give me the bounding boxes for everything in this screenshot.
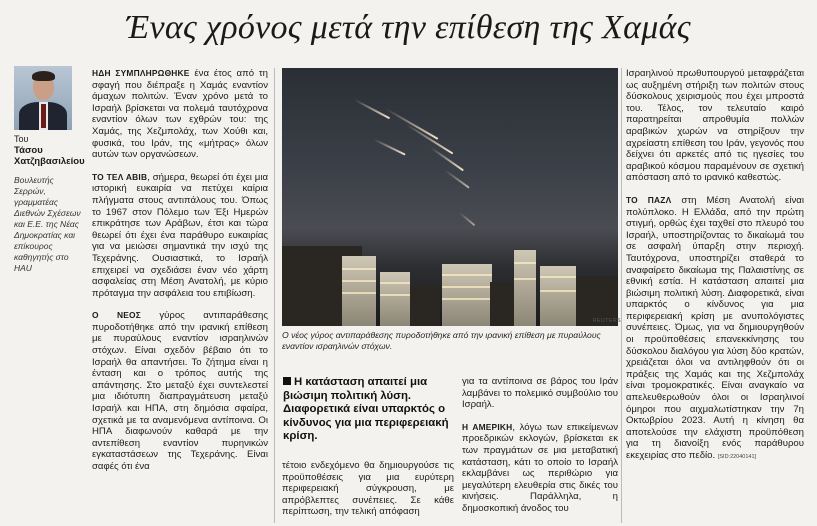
author-portrait xyxy=(14,66,72,130)
article-headline: Ένας χρόνος μετά την επίθεση της Χαμάς xyxy=(126,9,691,46)
author-bio: Βουλευτής Σερρών, γραμματέας Διεθνών Σχέσεων και Ε.Ε. της Νέας Δημοκρατίας και επίκουρος καθηγητής στο HAU xyxy=(14,175,81,273)
pull-quote: Η κατάσταση απαιτεί μια βιώσιμη πολιτική λύση. Διαφορετικά είναι υπαρκτός ο κίνδυνος για μια περιφερειακή κρίση. xyxy=(283,376,449,443)
column-divider xyxy=(274,68,275,523)
author-name: Τάσου Χατζηβασιλείου xyxy=(14,145,85,167)
paragraph: ΤΟ ΤΕΛ ΑΒΙΒ, σήμερα, θεωρεί ότι έχει μια ιστορική ευκαιρία να πετύχει καίρια πλήγματα στους αντιπάλους του. Όπως το 1967 στον Πόλεμο των Έξι Ημερών επικράτησε των Αράβων, έτσι και τώρα θεωρεί ότι έχει ένα παράθυρο ευκαιρίας για να μειώσει σημαντικά την ισχύ της Τεχεράνης. Ουσιαστικά, το Ισραήλ επιχειρεί να σχεδιάσει έναν νέο χάρτη ασφαλείας στη Μέση Ανατολή, με κύριο πρόταγμα την ασφάλεια του επιβίωση. xyxy=(92,171,268,299)
photo-credit: REUTERS xyxy=(592,318,621,324)
paragraph: Ο ΝΕΟΣ γύρος αντιπαράθεσης πυροδοτήθηκε από την ιρανική επίθεση με πυραύλους εναντίον ισραηλινών στόχων. Είναι σχεδόν βέβαιο ότι το Ισραήλ θα απαντήσει. Το ζήτημα είναι η ένταση και ο τρόπος αυτής της απάντησης. Στο μεταξύ έχει συντελεστεί μια ιδιότυπη διαπραγμάτευση μεταξύ Ισραήλ και ΗΠΑ, στη δημόσια σφαίρα, σχετικά με τα αναμενόμενα αντίποινα. Οι ΗΠΑ διαφωνούν καθαρά με την αντεπίθεση εναντίον πυρηνικών εγκαταστάσεων της Τεχεράνης. Είναι σαφές ότι ένα xyxy=(92,310,268,472)
author-prefix: Του xyxy=(14,134,29,144)
paragraph: ΤΟ ΠΑΖΛ στη Μέση Ανατολή είναι πολύπλοκο. Η Ελλάδα, από την πρώτη στιγμή, ορθώς έχει ταχθεί στο πλευρό του Ισραήλ, υποστηρίζοντας το δικαίωμά του σε ασφαλή ύπαρξη στην περιοχή. Ταυτόχρονα, υποστηρίζει σταθερά το αναφαίρετο δικαίωμα της Παλαιστίνης σε εθνική εστία. Η κατάσταση απαιτεί μια βιώσιμη πολιτική λύση. Διαφορετικά, είναι υπαρκτός ο κίνδυνος για μια περιφερειακή κρίση με ανυπολόγιστες συνέπειες. Όμως, για να δημιουργηθούν οι προϋποθέσεις επανεκκίνησης του δύσκολου διαλόγου για λύση δύο κρατών, χρειάζεται όλοι να αντιληφθούν ότι οι πράξεις της Χαμάς και της Χεζμπολάχ είναι τρομοκρατικές. Είναι αναγκαίο να απελευθερωθούν όλοι οι Ισραηλινοί όμηροι που αιχμαλωτίστηκαν την 7η Οκτωβρίου 2023. Αυτή η κίνηση θα αποτελούσε την ελάχιστη προϋπόθεση για τη διανοίξη ενός παράθυρου εκεχειρίας στο πεδίο. [SID:22040141] xyxy=(626,194,804,461)
article-column-1 xyxy=(92,68,268,526)
author-column xyxy=(14,66,84,274)
paragraph: Ισραηλινού πρωθυπουργού μεταφράζεται ως αυξημένη στήριξη των πολιτών στους δύσκολους χειρισμούς που έχει μπροστά του. Τέλος, τον τελευταίο καιρό παρατηρείται απροθυμία πολλών αραβικών χωρών να στηρίξουν την αχρείαστη επίθεση του Ιράν, γεγονός που δείχνει ότι αρκετές από τις ηγεσίες του αραβικού κόσμου παραμένουν σε σχετική απόσταση από το ιρανικό καθεστώς. xyxy=(626,68,804,184)
paragraph: Η ΑΜΕΡΙΚΗ, λόγω των επικείμενων προεδρικών εκλογών, βρίσκεται εκ των πραγμάτων σε μια μεταβατική κατάσταση, κάτι το οποίο το Ισραήλ εκλαμβάνει ως περιθώριο για μεγαλύτερη ελευθερία στις δικές του κινήσεις. Παράλληλα, η δημοσκοπική άνοδος του xyxy=(462,421,618,514)
article-column-3 xyxy=(462,376,618,526)
paragraph: ΗΔΗ ΣΥΜΠΛΗΡΩΘΗΚΕ ένα έτος από τη σφαγή που διέπραξε η Χαμάς εναντίον άμαχων πολιτών. Έναν χρόνο μετά το Ισραήλ βρίσκεται να πολεμά ταυτόχρονα εναντίον όλων των εχθρών του: της Χαμάς, της Χεζμπολάχ, των Χούθι και, φυσικά, του Ιράν, της «μήτρας» όλων αυτών των οργανώσεων. xyxy=(92,68,268,161)
news-photo-night-skyline xyxy=(282,68,618,326)
paragraph: για τα αντίποινα σε βάρος του Ιράν λαμβάνει το πολεμικό συμβούλιο του Ισραήλ. xyxy=(462,376,618,411)
square-bullet-icon xyxy=(283,377,291,385)
sid-code: [SID:22040141] xyxy=(717,454,757,460)
paragraph: τέτοιο ενδεχόμενο θα δημιουργούσε τις προϋποθέσεις για μια ευρύτερη περιφερειακή σύγκρουση, με απρόβλεπτες συνέπειες. Σε κάθε περίπτωση, την τελική απόφαση xyxy=(282,460,454,518)
column-divider xyxy=(621,68,622,523)
article-column-2-lower xyxy=(282,460,454,526)
article-column-4 xyxy=(626,68,804,526)
photo-caption: Ο νέος γύρος αντιπαράθεσης πυροδοτήθηκε από την ιρανική επίθεση με πυραύλους εναντίον ισραηλινών στόχων. xyxy=(282,330,601,351)
